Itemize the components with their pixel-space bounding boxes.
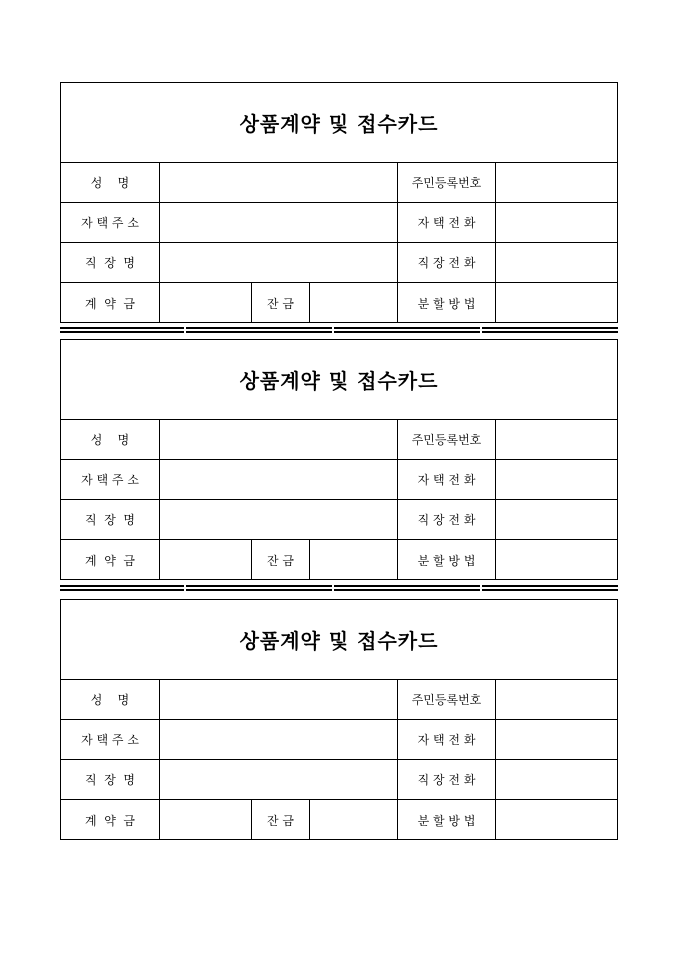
deposit-field[interactable] (159, 283, 251, 323)
balance-label: 잔 금 (251, 800, 309, 840)
balance-field[interactable] (309, 800, 397, 840)
home-address-label: 자 택 주 소 (81, 473, 139, 487)
home-address-label: 자 택 주 소 (81, 733, 139, 747)
home-phone-field[interactable] (495, 203, 617, 242)
home-address-field[interactable] (159, 720, 397, 759)
payment-row (61, 540, 617, 580)
contract-card-1 (60, 82, 618, 323)
installment-method-label: 분 할 방 법 (397, 540, 495, 580)
home-address-field[interactable] (159, 203, 397, 242)
work-phone-label: 직 장 전 화 (397, 243, 495, 282)
name-label: 성 명 (90, 693, 130, 707)
deposit-field[interactable] (159, 540, 251, 580)
resident-number-field[interactable] (495, 420, 617, 459)
work-phone-label: 직 장 전 화 (397, 500, 495, 539)
home-address-row (61, 460, 617, 500)
installment-method-label: 분 할 방 법 (397, 283, 495, 323)
contract-card-3 (60, 599, 618, 840)
home-address-row (61, 203, 617, 243)
workplace-row (61, 760, 617, 800)
resident-number-label: 주민등록번호 (397, 420, 495, 459)
installment-method-field[interactable] (495, 800, 617, 840)
workplace-row (61, 500, 617, 540)
deposit-label: 계 약 금 (84, 813, 136, 828)
balance-label: 잔 금 (251, 283, 309, 323)
card-title: 상품계약 및 접수카드 (61, 340, 617, 420)
name-row (61, 163, 617, 203)
home-address-field[interactable] (159, 460, 397, 499)
balance-field[interactable] (309, 283, 397, 323)
installment-method-label: 분 할 방 법 (397, 800, 495, 840)
work-phone-field[interactable] (495, 500, 617, 539)
cut-line (60, 327, 618, 333)
installment-method-field[interactable] (495, 540, 617, 580)
workplace-field[interactable] (159, 760, 397, 799)
installment-method-field[interactable] (495, 283, 617, 323)
home-phone-label: 자 택 전 화 (397, 720, 495, 759)
work-phone-label: 직 장 전 화 (397, 760, 495, 799)
workplace-row (61, 243, 617, 283)
name-row (61, 680, 617, 720)
home-address-row (61, 720, 617, 760)
name-field[interactable] (159, 163, 397, 202)
deposit-label: 계 약 금 (84, 553, 136, 568)
name-label: 성 명 (90, 176, 130, 190)
card-title: 상품계약 및 접수카드 (61, 83, 617, 163)
resident-number-label: 주민등록번호 (397, 680, 495, 719)
balance-field[interactable] (309, 540, 397, 580)
workplace-label: 직 장 명 (84, 513, 136, 527)
name-field[interactable] (159, 420, 397, 459)
name-label: 성 명 (90, 433, 130, 447)
workplace-label: 직 장 명 (84, 256, 136, 270)
workplace-field[interactable] (159, 500, 397, 539)
work-phone-field[interactable] (495, 760, 617, 799)
home-phone-label: 자 택 전 화 (397, 203, 495, 242)
resident-number-field[interactable] (495, 163, 617, 202)
work-phone-field[interactable] (495, 243, 617, 282)
deposit-label: 계 약 금 (84, 296, 136, 311)
balance-label: 잔 금 (251, 540, 309, 580)
contract-card-2 (60, 339, 618, 580)
name-row (61, 420, 617, 460)
workplace-field[interactable] (159, 243, 397, 282)
cut-line (60, 585, 618, 591)
payment-row (61, 800, 617, 840)
deposit-field[interactable] (159, 800, 251, 840)
resident-number-label: 주민등록번호 (397, 163, 495, 202)
home-phone-field[interactable] (495, 460, 617, 499)
payment-row (61, 283, 617, 323)
card-title: 상품계약 및 접수카드 (61, 600, 617, 680)
home-phone-label: 자 택 전 화 (397, 460, 495, 499)
home-address-label: 자 택 주 소 (81, 216, 139, 230)
name-field[interactable] (159, 680, 397, 719)
home-phone-field[interactable] (495, 720, 617, 759)
workplace-label: 직 장 명 (84, 773, 136, 787)
resident-number-field[interactable] (495, 680, 617, 719)
